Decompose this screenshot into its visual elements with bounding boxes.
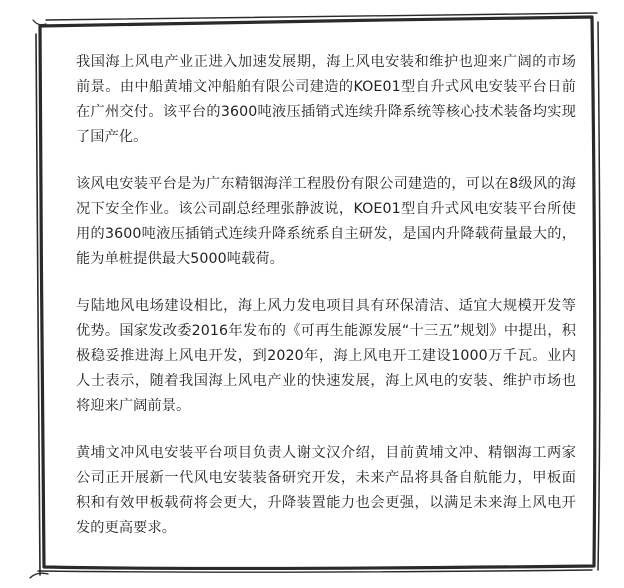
article-paragraph: 与陆地风电场建设相比，海上风力发电项目具有环保清洁、适宜大规模开发等优势。国家发改委2016年发布的《可再生能源发展“十三五”规划》中提出，积极稳妥推进海上风电开发，到2020年，海上风电开工建设1000万千瓦。业内人士表示，随着我国海上风电产业的快速发展，海上风电的安装、维护市场也将迎来广阔前景。 — [76, 298, 576, 414]
article-paragraph: 我国海上风电产业正进入加速发展期，海上风电安装和维护也迎来广阔的市场前景。由中船黄埔文冲船舶有限公司建造的KOE01型自升式风电安装平台日前在广州交付。该平台的3600吨液压插销式连续升降系统等核心技术装备均实现了国产化。 — [76, 54, 576, 145]
article-body — [76, 50, 576, 563]
article-paragraph: 黄埔文冲风电安装平台项目负责人谢文汉介绍，目前黄埔文冲、精铟海工两家公司正开展新一代风电安装装备研究开发，未来产品将具备自航能力，甲板面积和有效甲板载荷将会更大，升降装置能力也会更强，以满足未来海上风电开发的更高要求。 — [76, 445, 576, 536]
article-paragraph: 该风电安装平台是为广东精铟海洋工程股份有限公司建造的，可以在8级风的海况下安全作业。该公司副总经理张静波说，KOE01型自升式风电安装平台所使用的3600吨液压插销式连续升降系统系自主研发，是国内升降载荷量最大的，能为单桩提供最大5000吨载荷。 — [76, 176, 576, 267]
